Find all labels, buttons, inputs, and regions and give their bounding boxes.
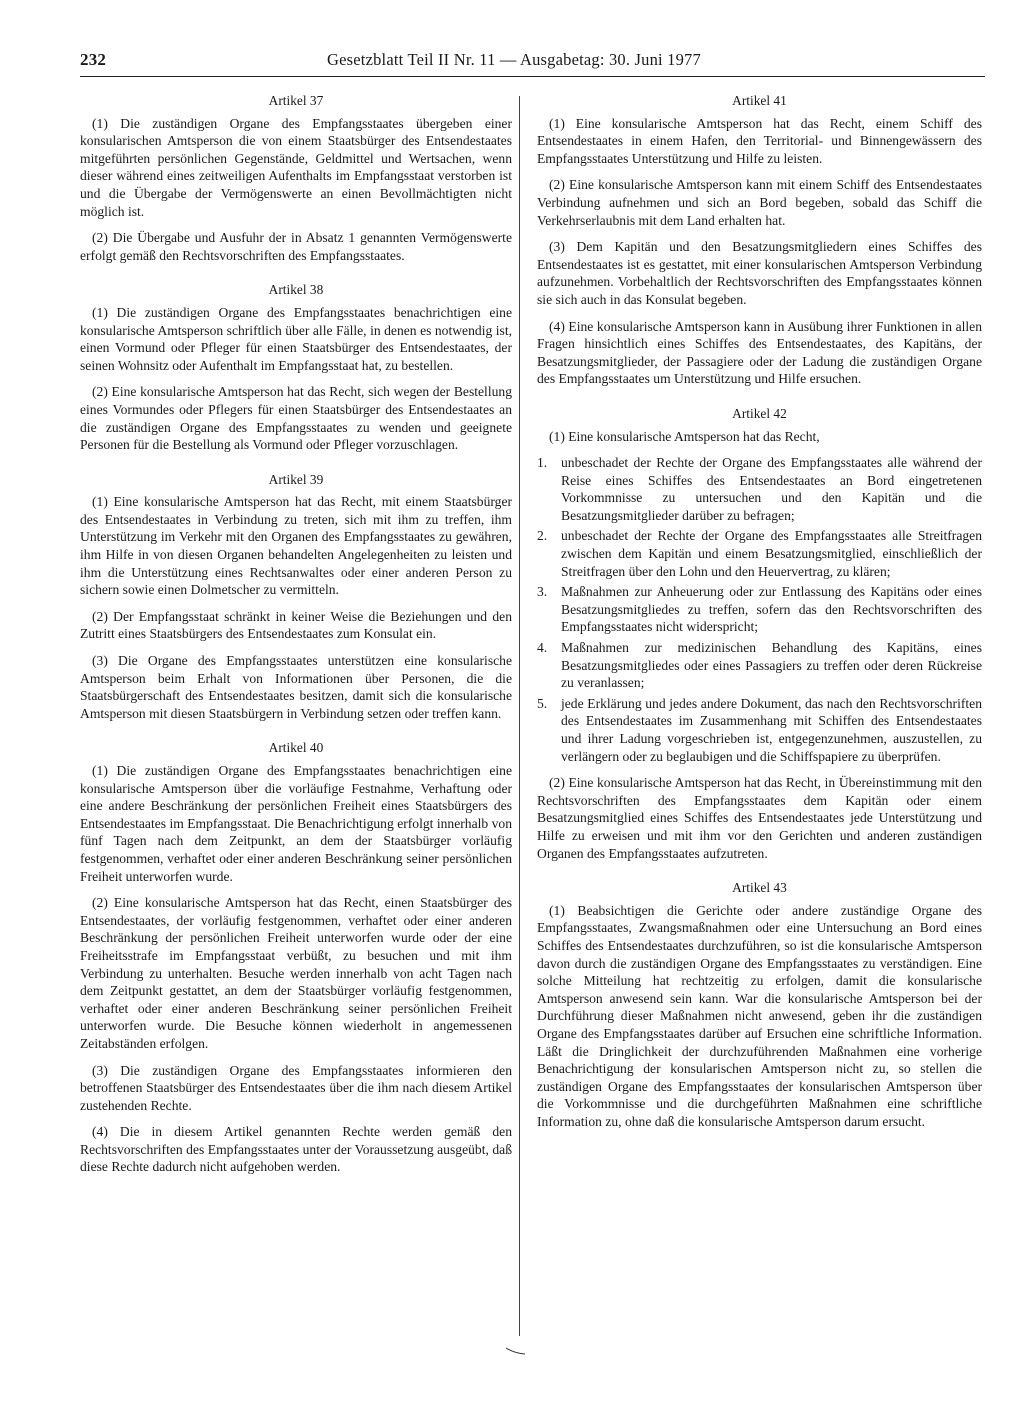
list-text: Maßnahmen zur Anheuerung oder zur Entlassung des Kapitäns oder eines Besatzungsmitgliedes zu treffen, sofern das den Rechtsvorschriften des Empfangsstaates nicht widerspricht;	[561, 584, 982, 635]
column-divider	[519, 96, 520, 1336]
paragraph: (2) Eine konsularische Amtsperson hat das Recht, einen Staatsbürger des Entsendestaates, der vorläufig festgenommen, verhaftet oder einer anderen Beschränkung der persönlichen Freiheit unterworfen wurde oder der eine Freiheitsstrafe im Empfangsstaat verbüßt, zu besuchen und mit ihm Verbindung zu unterhalten. Besuche werden innerhalb von acht Tagen nach dem Zeitpunkt gestattet, an dem der Staatsbürger vorläufig festgenommen, verhaftet oder einer anderen Beschränkung seiner persönlichen Freiheit unterworfen wurde. Die Besuche können wiederholt in angemessenen Zeitabständen erfolgen.	[80, 895, 512, 1051]
paragraph: (2) Der Empfangsstaat schränkt in keiner Weise die Beziehungen und den Zutritt eines Staatsbürgers des Entsendestaates zum Konsulat ein.	[80, 608, 512, 642]
list-text: unbeschadet der Rechte der Organe des Empfangsstaates alle während der Reise eines Schiffes des Entsendestaates an Bord eingetretenen Vorkommnisse zu untersuchen und den Kapitän und die Besatzungsmitglieder darüber zu befragen;	[561, 455, 982, 523]
paragraph: (1) Eine konsularische Amtsperson hat das Recht,	[549, 428, 820, 444]
paragraph: (2) Eine konsularische Amtsperson hat das Recht, in Übereinstimmung mit den Rechtsvorschriften des Empfangsstaates dem Kapitän oder einem Besatzungsmitglied eines Schiffes des Entsendestaates jede Unterstützung und Hilfe zu erweisen und mit ihm vor den Gerichten und anderen zuständigen Organen des Empfangsstaates aufzutreten.	[537, 775, 982, 861]
list-text: unbeschadet der Rechte der Organe des Empfangsstaates alle Streitfragen zwischen dem Kapitän und einem Besatzungsmitglied, einschließlich der Streitfragen über den Lohn und den Heuervertrag, zu klären;	[561, 528, 982, 579]
list-text: Maßnahmen zur medizinischen Behandlung des Kapitäns, eines Besatzungsmitgliedes oder eines Passagiers zu treffen oder deren Rückreise zu veranlassen;	[561, 640, 982, 691]
article-39	[80, 467, 512, 723]
paragraph: (1) Die zuständigen Organe des Empfangsstaates benachrichtigen eine konsularische Amtsperson schriftlich über alle Fälle, in denen es notwendig ist, einen Vormund oder Pfleger für einen Staatsbürger des Entsendestaates, der seinen Wohnsitz oder Aufenthalt im Empfangsstaat hat, zu bestellen.	[80, 304, 512, 373]
article-heading: Artikel 42	[732, 405, 787, 421]
list-number: 5.	[537, 695, 548, 711]
page-header	[80, 50, 985, 74]
scan-mark	[505, 1346, 527, 1356]
enumerated-list	[537, 454, 982, 765]
article-heading: Artikel 41	[732, 93, 787, 108]
paragraph: (4) Die in diesem Artikel genannten Rechte werden gemäß den Rechtsvorschriften des Empfangsstaates unter der Voraussetzung ausgeübt, daß diese Rechte dadurch nicht aufgehoben werden.	[80, 1124, 512, 1175]
paragraph: (4) Eine konsularische Amtsperson kann in Ausübung ihrer Funktionen in allen Fragen hinsichtlich eines Schiffes des Entsendestaates, des Kapitäns, der Besatzungsmitglieder, der Passagiere oder der Ladung die zuständigen Organe des Empfangsstaates um Unterstützung und Hilfe ersuchen.	[537, 318, 982, 387]
list-item	[537, 695, 982, 765]
header-rule	[80, 76, 985, 77]
article-heading: Artikel 40	[268, 740, 324, 756]
article-42	[537, 401, 982, 862]
paragraph: (1) Beabsichtigen die Gerichte oder andere zuständige Organe des Empfangsstaates, Zwangsmaßnahmen oder eine Untersuchung an Bord eines Schiffes des Entsendestaates durchzuführen, so ist die konsularische Amtsperson davon durch die zuständigen Organe des Empfangsstaates zu verständigen. Eine solche Mitteilung hat rechtzeitig zu erfolgen, damit die konsularische Amtsperson anwesend sein kann. War die konsularische Amtsperson bei der Durchführung dieser Maßnahmen nicht anwesend, geben ihr die zuständigen Organe des Empfangsstaates darüber auf Ersuchen eine schriftliche Information. Läßt die Dringlichkeit der durchzuführenden Maßnahmen eine vorherige Benachrichtigung der konsularischen Amtsperson nicht zu, so stellen die zuständigen Organe des Empfangsstaates der konsularischen Amtsperson über die Vorkommnisse und die durchgeführten Maßnahmen eine schriftliche Information zu, ohne daß die konsularische Amtsperson darum ersucht.	[537, 902, 982, 1129]
list-item	[537, 454, 982, 524]
left-column	[80, 88, 512, 1189]
paragraph: (1) Eine konsularische Amtsperson hat das Recht, einem Schiff des Entsendestaates in einem Hafen, den Territorial- und Binnengewässern des Empfangsstaates Unterstützung und Hilfe zu leisten.	[537, 115, 982, 166]
article-37	[80, 88, 512, 264]
paragraph: (2) Die Übergabe und Ausfuhr der in Absatz 1 genannten Vermögenswerte erfolgt gemäß den Rechtsvorschriften des Empfangsstaates.	[80, 230, 512, 263]
article-40	[80, 735, 512, 1176]
article-heading: Artikel 43	[732, 880, 787, 896]
list-number: 4.	[537, 640, 548, 656]
paragraph: (1) Die zuständigen Organe des Empfangsstaates übergeben einer konsularischen Amtsperson die von einem Staatsbürger des Entsendestaates mitgeführten persönlichen Gegenstände, Geldmittel und Wertsachen, wenn dieser während eines zeitweiligen Aufenthalts im Empfangsstaat verstorben ist und die Übergabe der Vermögenswerte an einen Bevollmächtigten nicht möglich ist.	[80, 115, 512, 219]
paragraph: (3) Dem Kapitän und den Besatzungsmitgliedern eines Schiffes des Entsendestaates ist es gestattet, mit einer konsularischen Amtsperson Verbindung aufzunehmen. Vorbehaltlich der Rechtsvorschriften des Empfangsstaates können sie sich auch in das Konsulat begeben.	[537, 239, 982, 307]
article-41	[537, 88, 982, 388]
list-number: 3.	[537, 584, 548, 600]
list-number: 1.	[537, 455, 548, 471]
list-item	[537, 639, 982, 692]
list-item	[537, 583, 982, 636]
article-heading: Artikel 39	[268, 471, 324, 487]
list-text: jede Erklärung und jedes andere Dokument, das nach den Rechtsvorschriften des Entsendestaates im Zusammenhang mit Schiffen des Entsendestaates und ihrer Ladung vorgeschrieben ist, entgegenzunehmen, auszustellen, zu verlängern oder zu beglaubigen und die Schiffspapiere zu überprüfen.	[561, 695, 982, 764]
article-heading: Artikel 37	[268, 93, 324, 108]
article-heading: Artikel 38	[268, 282, 324, 298]
paragraph: (3) Die zuständigen Organe des Empfangsstaates informieren den betroffenen Staatsbürger des Entsendestaates über die ihm nach diesem Artikel zustehenden Rechte.	[80, 1062, 512, 1113]
article-38	[80, 277, 512, 453]
publication-title: Gesetzblatt Teil II Nr. 11 — Ausgabetag: 30. Juni 1977	[327, 50, 701, 69]
article-43	[537, 875, 982, 1130]
paragraph: (1) Die zuständigen Organe des Empfangsstaates benachrichtigen eine konsularische Amtsperson über die vorläufige Festnahme, Verhaftung oder eine andere Beschränkung der persönlichen Freiheit eines Staatsbürgers des Entsendestaates im Empfangsstaat. Die Benachrichtigung erfolgt innerhalb von fünf Tagen nach dem Zeitpunkt, an dem der Staatsbürger vorläufig festgenommen, verhaftet oder einer anderen Beschränkung seiner persönlichen Freiheit unterworfen wurde.	[80, 763, 512, 884]
page-number: 232	[80, 50, 107, 69]
paragraph: (1) Eine konsularische Amtsperson hat das Recht, mit einem Staatsbürger des Entsendestaates in Verbindung zu treten, sich mit ihm zu treffen, ihm Unterstützung im Verkehr mit den Organen des Empfangsstaates zu gewähren, ihm Hilfe in von diesen Organen behandelten Angelegenheiten zu leisten und ihm die Unterstützung eines Rechtsanwaltes oder einer anderen Person zu sichern sowie einen Dolmetscher zu vermitteln.	[80, 494, 512, 598]
list-item	[537, 527, 982, 580]
paragraph: (3) Die Organe des Empfangsstaates unterstützen eine konsularische Amtsperson beim Erhalt von Informationen über Personen, die die Staatsbürgerschaft des Entsendestaates besitzen, damit sich die konsularische Amtsperson mit diesen Staatsbürgern in Verbindung setzen oder treffen kann.	[80, 653, 512, 721]
right-column	[537, 88, 982, 1143]
paragraph: (2) Eine konsularische Amtsperson hat das Recht, sich wegen der Bestellung eines Vormundes oder Pflegers für einen Staatsbürger des Entsendestaates an die zuständigen Organe des Empfangsstaates zu wenden und geeignete Personen für die Bestellung als Vormund oder Pfleger vorzuschlagen.	[80, 384, 512, 453]
paragraph: (2) Eine konsularische Amtsperson kann mit einem Schiff des Entsendestaates Verbindung aufnehmen und sich an Bord begeben, sobald das Schiff die Verkehrserlaubnis mit dem Land erhalten hat.	[537, 177, 982, 228]
list-number: 2.	[537, 528, 548, 544]
